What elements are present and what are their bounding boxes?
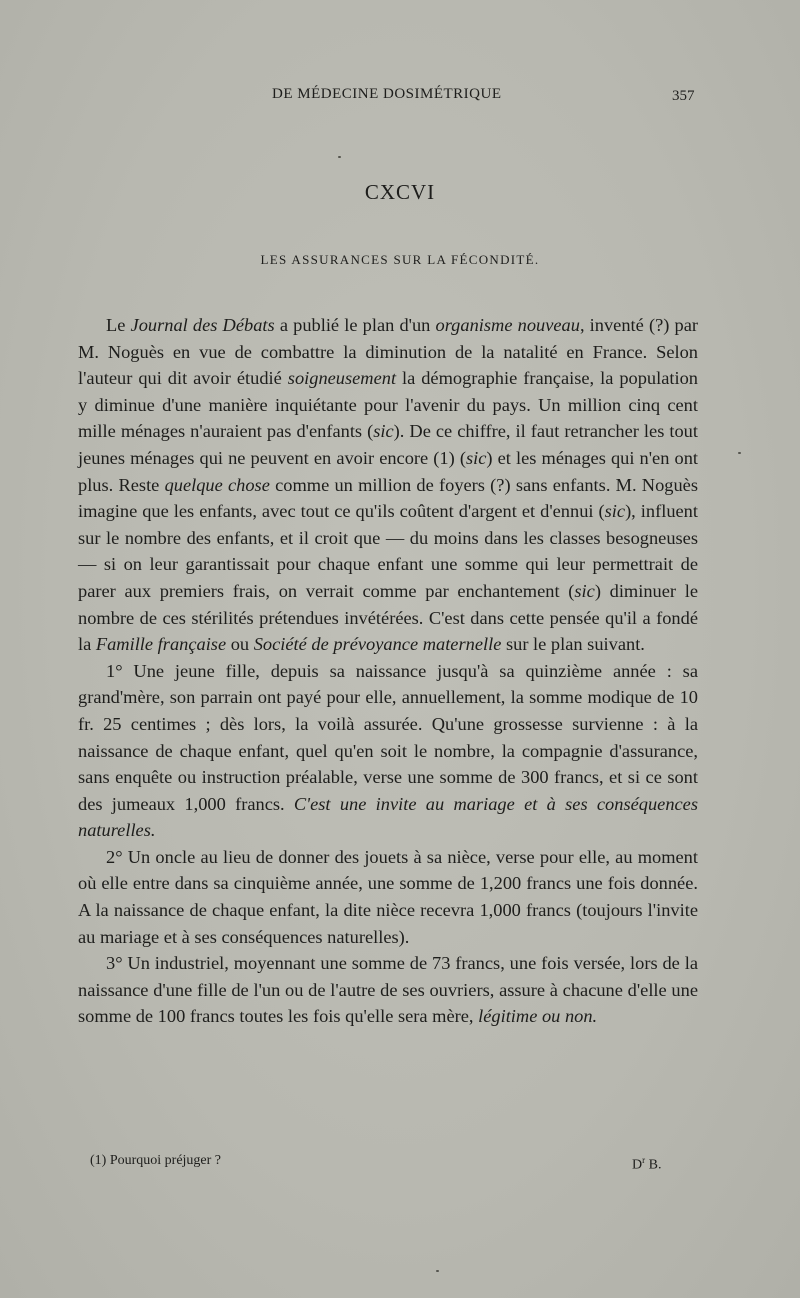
page-number: 357: [672, 88, 695, 104]
text-run: comme un million de foyers (?) sans enfants. M. Noguès imagine que les enfants, avec tout ce qu'ils coûtent d'argent et d'ennui (: [78, 474, 698, 522]
italic-run: sic: [604, 501, 626, 522]
running-head: [0, 86, 800, 106]
text-run: ), influent sur le nombre des enfants, et il croit que — du moins dans les classes besogneuses — si on leur garantissait pour chaque enfant une somme qui leur permettrait de parer aux premiers frais, on verrait comme par enchantement (: [78, 501, 698, 601]
italic-run: organisme nouveau: [435, 315, 580, 335]
signature-name: B.: [645, 1157, 662, 1173]
signature-prefix: D: [632, 1157, 643, 1173]
text-run: ). De ce chiffre, il faut retrancher les tout jeunes ménages qui ne peuvent en avoir encore (1) (: [78, 421, 698, 468]
italic-run: sic: [465, 447, 487, 468]
text-run: 1° Une jeune fille, depuis sa naissance jusqu'à sa quinzième année : sa grand'mère, son parrain ont payé pour elle, annuellement, la somme modique de 10 fr. 25 centimes ; dès lors, la voilà assurée. Qu'une grossesse survienne : à la naissance de chaque enfant, quel qu'en soit le nombre, la compagnie d'assurance, sans enquête ou instruction préalable, verse une somme de 300 francs, et si ce sont des jumeaux 1,000 francs.: [78, 660, 698, 814]
paper-speck: [436, 1270, 439, 1272]
paper-speck: [338, 156, 341, 158]
text-run: ) et les ménages qui n'en ont plus. Reste: [78, 447, 699, 495]
signature-superscript: r: [642, 1155, 646, 1165]
italic-run: Famille française: [95, 634, 227, 655]
italic-run: légitime ou non.: [478, 1006, 598, 1027]
text-run: Le: [106, 315, 131, 335]
chapter-number: CXCVI: [364, 180, 436, 204]
paragraph-case-3: [78, 950, 698, 1030]
italic-run: sic: [574, 580, 595, 601]
text-run: a publié le plan d'un: [274, 315, 436, 335]
text-run: 2° Un oncle au lieu de donner des jouets à sa nièce, verse pour elle, au moment où elle entre dans sa cinquième année, une somme de 1,200 francs une fois donnée. A la naissance de chaque enfant, la dite nièce recevra 1,000 francs (toujours l'invite au mariage et à ses conséquences naturelles).: [78, 846, 698, 947]
paragraph-case-1: [78, 658, 698, 844]
text-run: sur le plan suivant.: [501, 634, 645, 655]
running-title: DE MÉDECINE DOSIMÉTRIQUE: [272, 86, 502, 102]
paper-speck: [738, 452, 741, 454]
text-run: , inventé (?) par M. Noguès en vue de combattre la diminution de la natalité en France. Selon l'auteur qui dit avoir étudié: [78, 315, 698, 389]
italic-run: quelque chose: [164, 474, 270, 495]
body-text: [78, 312, 698, 1030]
italic-run: soigneusement: [287, 368, 397, 389]
chapter-title: LES ASSURANCES SUR LA FÉCONDITÉ.: [260, 252, 540, 267]
text-run: la démographie française, la population y diminue d'une manière inquiétante pour l'avenir du pays. Un million cinq cent mille ménages n'auraient pas d'enfants (: [78, 368, 698, 442]
footnote: (1) Pourquoi préjuger ?: [90, 1153, 222, 1168]
text-run: 3° Un industriel, moyennant une somme de 73 francs, une fois versée, lors de la naissance d'une fille de l'un ou de l'autre de ses ouvriers, assure à chacune d'elle une somme de 100 francs toutes les fois qu'elle sera mère,: [78, 953, 698, 1027]
italic-run: sic: [373, 421, 394, 442]
italic-run: C'est une invite au mariage et à ses conséquences naturelles.: [78, 793, 698, 841]
signature: [632, 1155, 661, 1174]
italic-run: Journal des Débats: [130, 315, 275, 335]
text-run: ou: [226, 634, 254, 655]
italic-run: Société de prévoyance maternelle: [253, 634, 502, 655]
text-run: ) diminuer le nombre de ces stérilités prétendues invétérées. C'est dans cette pensée qu'il a fondé la: [78, 580, 698, 655]
paragraph-intro: [78, 312, 698, 658]
paragraph-case-2: [78, 844, 698, 950]
